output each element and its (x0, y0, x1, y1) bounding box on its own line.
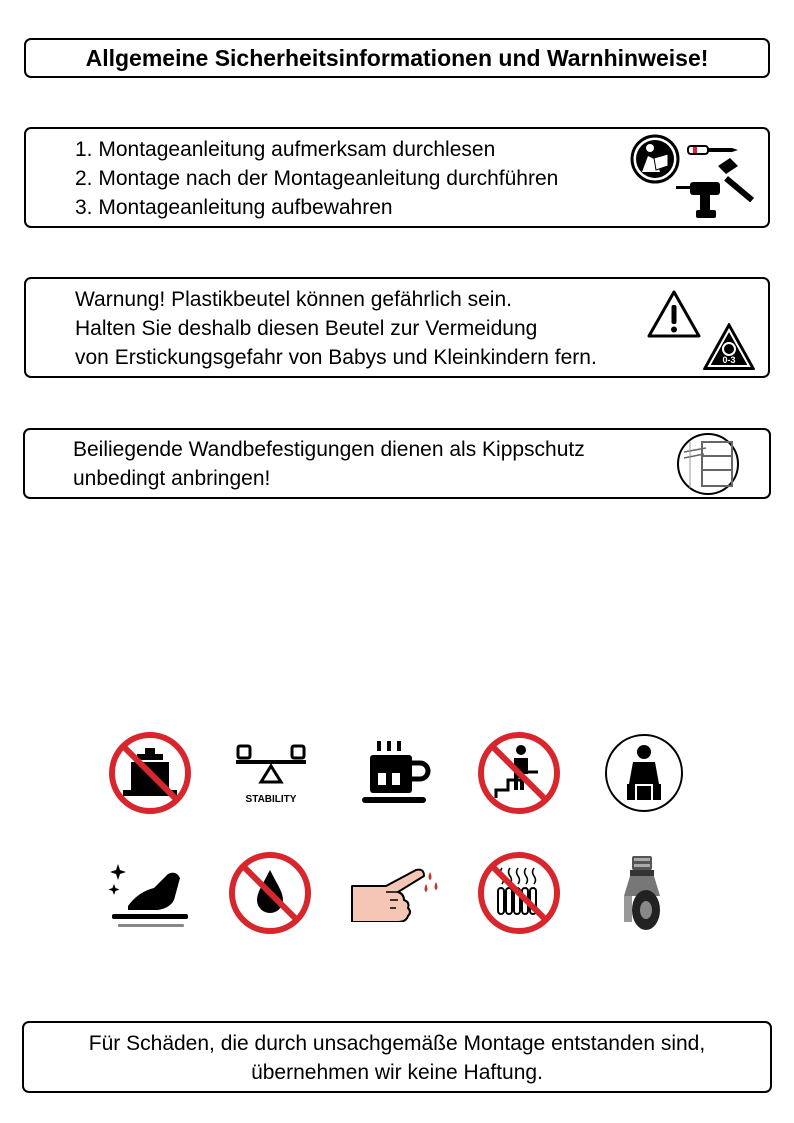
disclaimer-line-1: Für Schäden, die durch unsachgemäße Montage entstanden sind, (88, 1032, 706, 1055)
warning-line-1: Warnung! Plastikbeutel können gefährlich sein. (75, 288, 512, 311)
instruction-line-3: 3. Montageanleitung aufbewahren (75, 196, 393, 219)
caster-wheel-icon (616, 854, 668, 934)
anchor-line-1: Beiliegende Wandbefestigungen dienen als Kippschutz (73, 438, 585, 461)
warning-line-3: von Erstickungsgefahr von Babys und Kleinkindern fern. (75, 346, 597, 369)
wall-anchor-icon (676, 432, 740, 496)
page-title: Allgemeine Sicherheitsinformationen und Warnhinweise! (24, 38, 770, 78)
no-heavy-load-icon (109, 732, 191, 814)
stability-label: STABILITY (245, 794, 297, 805)
anchor-line-2: unbedingt anbringen! (73, 467, 271, 490)
no-climbing-icon (478, 732, 560, 814)
age-label: 0-3 (722, 355, 736, 365)
stability-icon (230, 738, 312, 808)
no-heater-icon (478, 852, 560, 934)
warning-triangle-icon (646, 289, 702, 339)
warning-line-2: Halten Sie deshalb diesen Beutel zur Vermeidung (75, 317, 538, 340)
age-warning-icon (702, 322, 756, 372)
hot-item-icon (358, 735, 434, 807)
clean-surface-icon (108, 858, 192, 930)
no-sitting-icon (603, 732, 685, 814)
finger-injury-icon (350, 860, 446, 922)
drill-icon (676, 180, 728, 220)
no-liquid-icon (229, 852, 311, 934)
liability-disclaimer-box (22, 1021, 772, 1093)
instruction-line-2: 2. Montage nach der Montageanleitung durchführen (75, 167, 559, 190)
instruction-line-1: 1. Montageanleitung aufmerksam durchlesen (75, 138, 496, 161)
read-manual-icon (630, 134, 680, 184)
disclaimer-line-2: übernehmen wir keine Haftung. (251, 1061, 543, 1084)
